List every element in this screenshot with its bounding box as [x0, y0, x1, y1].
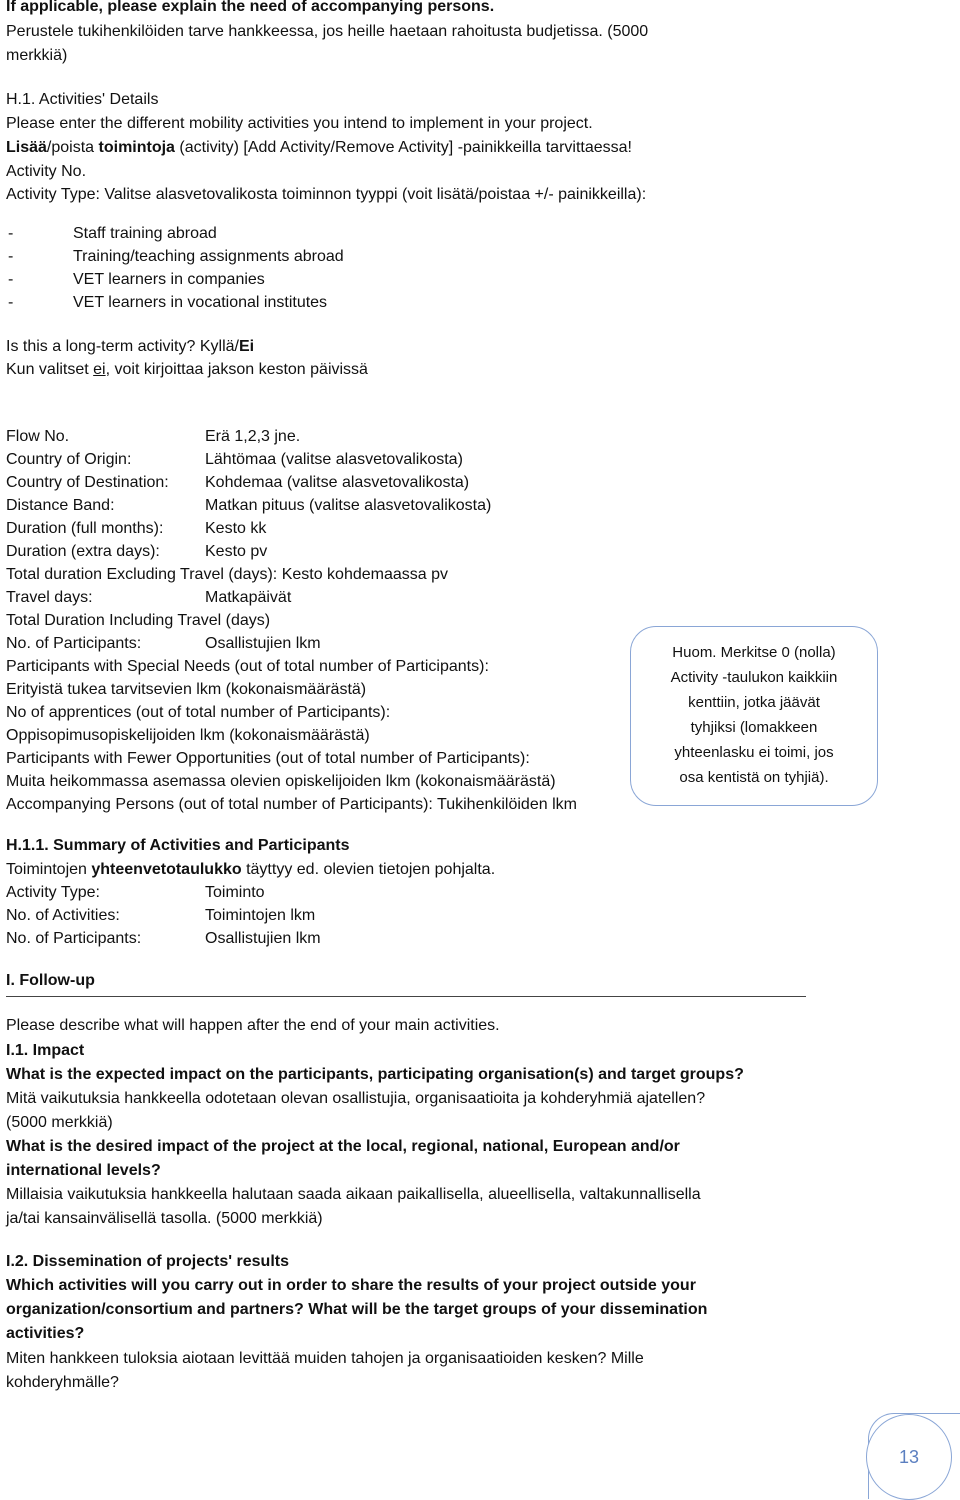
activities-instruction: Please enter the different mobility activities you intend to implement in your project. [6, 115, 593, 132]
total-incl-travel: Total Duration Including Travel (days) [6, 612, 271, 629]
apprentices-fi: Oppisopimusopiskelijoiden lkm (kokonaismäärästä) [6, 727, 370, 744]
note-line: tyhjiksi (lomakkeen [690, 719, 818, 736]
accompany-question: If applicable, please explain the need of accompanying persons. [6, 0, 495, 15]
add-remove-bold: toimintoja [98, 139, 175, 156]
long-term-note-pre: Kun valitset [6, 361, 94, 378]
activity-no-label: Activity No. [6, 163, 87, 180]
field-value: Kohdemaa (valitse alasvetovalikosta) [205, 474, 470, 491]
impact-question-1-fi-2: (5000 merkkiä) [6, 1114, 113, 1131]
list-item: VET learners in vocational institutes [73, 294, 328, 311]
impact-question-1: What is the expected impact on the participants, participating organisation(s) and target groups? [6, 1066, 744, 1083]
add-remove-post: (activity) [Add Activity/Remove Activity] -painikkeilla tarvittaessa! [174, 139, 632, 156]
field-value: Kesto pv [205, 543, 268, 560]
summary-text-post: täyttyy ed. olevien tietojen pohjalta. [241, 861, 496, 878]
note-line: kenttiin, jotka jäävät [688, 694, 820, 711]
total-excl-travel: Total duration Excluding Travel (days): Kesto kohdemaassa pv [6, 566, 449, 583]
field-label: Distance Band: [6, 497, 115, 514]
page-number: 13 [866, 1414, 952, 1500]
field-value: Erä 1,2,3 jne. [205, 428, 301, 445]
field-value: Matkan pituus (valitse alasvetovalikosta) [205, 497, 492, 514]
summary-heading: H.1.1. Summary of Activities and Participants [6, 837, 350, 854]
field-label: Flow No. [6, 428, 70, 445]
field-label: Country of Origin: [6, 451, 132, 468]
special-needs-fi: Erityistä tukea tarvitsevien lkm (kokonaismäärästä) [6, 681, 367, 698]
accompany-question-fi-1: Perustele tukihenkilöiden tarve hankkeessa, jos heille haetaan rahoitusta budjetissa. (5000 [6, 23, 649, 40]
summary-text [6, 861, 495, 879]
long-term-ei: Ei [238, 338, 255, 355]
long-term-question-text: Is this a long-term activity? Kyllä/ [6, 338, 239, 355]
travel-days-label: Travel days: [6, 589, 93, 606]
dissemination-question-1: Which activities will you carry out in order to share the results of your project outside your [6, 1277, 696, 1294]
accompanying-persons: Accompanying Persons (out of total number of Participants): Tukihenkilöiden lkm [6, 796, 577, 813]
activities-heading: H.1. Activities' Details [6, 91, 159, 108]
summary-value: Toiminto [205, 884, 265, 901]
fewer-opp-fi: Muita heikommassa asemassa olevien opiskelijoiden lkm (kokonaismäärästä) [6, 773, 556, 790]
travel-days-value: Matkapäivät [205, 589, 292, 606]
dissemination-fi-1: Miten hankkeen tuloksia aiotaan levittää muiden tahojen ja organisaatioiden kesken? Mille [6, 1350, 644, 1367]
dissemination-question-2: organization/consortium and partners? What will be the target groups of your dissemination [6, 1301, 708, 1318]
accompany-question-fi-2: merkkiä) [6, 47, 68, 64]
apprentices-en: No of apprentices (out of total number of Participants): [6, 704, 391, 721]
dissemination-question-3: activities? [6, 1325, 85, 1342]
dissemination-heading: I.2. Dissemination of projects' results [6, 1253, 289, 1270]
field-label: Duration (full months): [6, 520, 164, 537]
note-line: yhteenlasku ei toimi, jos [674, 744, 834, 761]
list-dash: - [8, 271, 14, 288]
field-label: Duration (extra days): [6, 543, 160, 560]
note-line: osa kentistä on tyhjiä). [679, 769, 829, 786]
list-item: Staff training abroad [73, 225, 217, 242]
long-term-question [6, 336, 254, 358]
impact-question-1-fi-1: Mitä vaikutuksia hankkeella odotetaan olevan osallistujia, organisaatioita ja kohderyhmiä ajatellen? [6, 1090, 706, 1107]
field-value: Lähtömaa (valitse alasvetovalikosta) [205, 451, 463, 468]
field-label: Country of Destination: [6, 474, 169, 491]
summary-label: No. of Participants: [6, 930, 142, 947]
summary-value: Osallistujien lkm [205, 930, 321, 947]
section-divider [6, 996, 806, 997]
list-dash: - [8, 248, 14, 265]
long-term-note-ei: ei [93, 361, 106, 378]
add-remove-instruction [6, 137, 632, 159]
list-dash: - [8, 294, 14, 311]
activity-type-label: Activity Type: Valitse alasvetovalikosta toiminnon tyyppi (voit lisätä/poistaa +/- painikkeilla): [6, 186, 647, 203]
note-line: Activity -taulukon kaikkiin [670, 669, 838, 686]
summary-text-bold: yhteenvetotaulukko [91, 861, 242, 878]
impact-heading: I.1. Impact [6, 1042, 85, 1059]
followup-heading: I. Follow-up [6, 972, 95, 989]
impact-question-2-fi-2: ja/tai kansainvälisellä tasolla. (5000 merkkiä) [6, 1210, 323, 1227]
add-remove-mid: /poista [46, 139, 99, 156]
add-remove-pre: Lisää [6, 139, 47, 156]
list-item: Training/teaching assignments abroad [73, 248, 344, 265]
summary-value: Toimintojen lkm [205, 907, 316, 924]
special-needs-en: Participants with Special Needs (out of total number of Participants): [6, 658, 489, 675]
fewer-opp-en: Participants with Fewer Opportunities (out of total number of Participants): [6, 750, 530, 767]
dissemination-fi-2: kohderyhmälle? [6, 1374, 119, 1391]
list-dash: - [8, 225, 14, 242]
impact-question-2-2: international levels? [6, 1162, 161, 1179]
long-term-note [6, 359, 368, 381]
long-term-note-post: , voit kirjoittaa jakson keston päivissä [105, 361, 368, 378]
field-value: Kesto kk [205, 520, 267, 537]
note-line: Huom. Merkitse 0 (nolla) [672, 644, 836, 661]
impact-question-2-fi-1: Millaisia vaikutuksia hankkeella halutaan saada aikaan paikallisella, alueellisella, valtakunnallisella [6, 1186, 701, 1203]
summary-label: Activity Type: [6, 884, 100, 901]
participants-label: No. of Participants: [6, 635, 142, 652]
impact-question-2-1: What is the desired impact of the project at the local, regional, national, European and/or [6, 1138, 680, 1155]
participants-value: Osallistujien lkm [205, 635, 321, 652]
note-callout [630, 626, 878, 806]
summary-label: No. of Activities: [6, 907, 120, 924]
summary-text-pre: Toimintojen [6, 861, 92, 878]
followup-describe: Please describe what will happen after the end of your main activities. [6, 1017, 500, 1034]
list-item: VET learners in companies [73, 271, 265, 288]
